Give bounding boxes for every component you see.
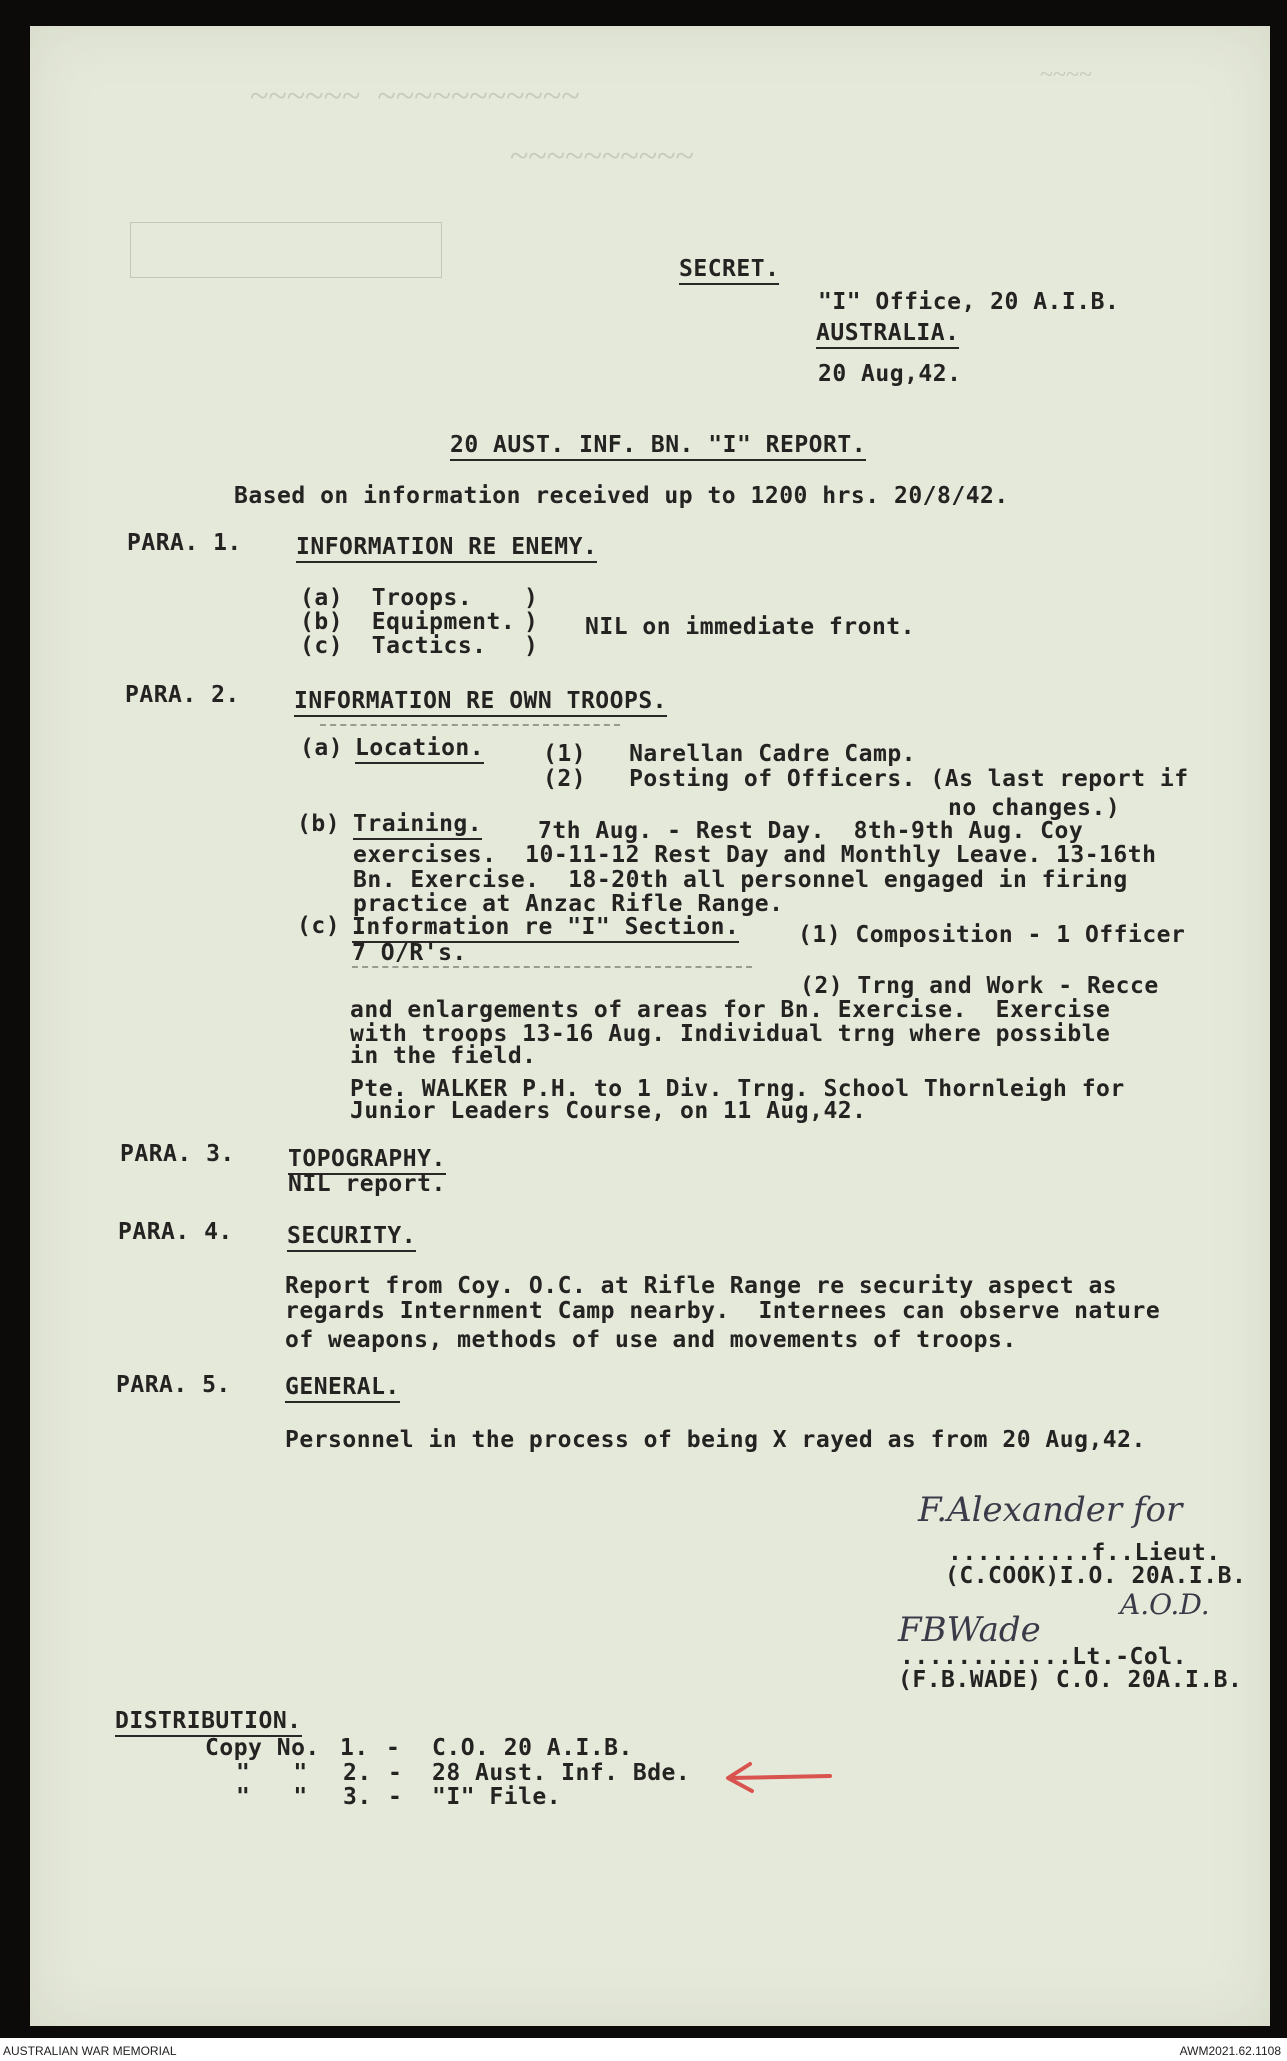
bleed-through-mark: ~~~~~~ ~~~~~~~~~~~ [250, 78, 580, 115]
para2-c-line: (1) Composition - 1 Officer [798, 922, 1186, 948]
para2-b-label: (b) [297, 811, 341, 837]
distribution-row-num: 2. [343, 1760, 372, 1786]
distribution-row-dash: - [388, 1784, 403, 1810]
para1-item: (b) Equipment. [300, 609, 516, 635]
office-line: "I" Office, 20 A.I.B. [818, 289, 1120, 315]
country-line: AUSTRALIA. [816, 320, 959, 346]
para1-heading: INFORMATION RE ENEMY. [296, 534, 597, 560]
distribution-row-prefix: Copy No. [205, 1735, 320, 1761]
distribution-row-num: 3. [343, 1784, 372, 1810]
report-title: 20 AUST. INF. BN. "I" REPORT. [450, 432, 866, 458]
para2-a-item-cont: no changes.) [948, 795, 1121, 821]
para2-a-item: (2) Posting of Officers. (As last report if [543, 766, 1189, 792]
distribution-row-dest: "I" File. [432, 1784, 562, 1810]
date-line: 20 Aug,42. [818, 361, 962, 387]
io-rank-line: ..........f..Lieut. [948, 1540, 1221, 1566]
para1-bracket: ) [524, 633, 539, 659]
para2-b-line: exercises. 10-11-12 Rest Day and Monthly Leave. 13-16th [353, 842, 1157, 868]
para2-b-heading: Training. [353, 811, 482, 837]
para2-c-label: (c) [297, 913, 341, 939]
para2-b-line: practice at Anzac Rifle Range. [353, 891, 784, 917]
para2-c-line: in the field. [350, 1043, 537, 1069]
red-arrow-annotation-icon [720, 1758, 835, 1798]
distribution-row-prefix: " " [236, 1760, 308, 1786]
para5-number: PARA. 5. [116, 1372, 231, 1398]
distribution-row-prefix: " " [236, 1784, 308, 1810]
dashed-rule [352, 966, 752, 968]
para4-line: regards Internment Camp nearby. Internees can observe nature [285, 1298, 1161, 1324]
para5-heading: GENERAL. [285, 1374, 400, 1400]
para2-c-line: Pte. WALKER P.H. to 1 Div. Trng. School Thornleigh for [350, 1076, 1125, 1102]
para1-bracket: ) [524, 585, 539, 611]
para2-c-line: with troops 13-16 Aug. Individual trng where possible [350, 1021, 1111, 1047]
co-rank-line: ............Lt.-Col. [900, 1644, 1187, 1670]
para2-a-item: (1) Narellan Cadre Camp. [543, 741, 917, 767]
co-signature: FBWade [898, 1610, 1041, 1650]
para4-heading: SECURITY. [287, 1223, 416, 1249]
distribution-row-num: 1. [340, 1735, 369, 1761]
para4-line: Report from Coy. O.C. at Rifle Range re security aspect as [285, 1273, 1118, 1299]
para2-heading: INFORMATION RE OWN TROOPS. [294, 688, 667, 714]
classification-heading: SECRET. [679, 256, 779, 282]
distribution-row-dash: - [386, 1735, 401, 1761]
distribution-heading: DISTRIBUTION. [115, 1708, 302, 1734]
para2-a-heading: Location. [355, 735, 484, 761]
bleed-through-mark: ~~~~ [1040, 62, 1092, 88]
para2-b-line: 7th Aug. - Rest Day. 8th-9th Aug. Coy [538, 818, 1084, 844]
para1-note: NIL on immediate front. [585, 614, 915, 640]
footer-reference: AWM2021.62.1108 [1179, 2044, 1281, 2058]
distribution-row-dest: 28 Aust. Inf. Bde. [432, 1760, 691, 1786]
para5-text: Personnel in the process of being X rayed as from 20 Aug,42. [285, 1427, 1146, 1453]
io-initials: A.O.D. [1120, 1588, 1210, 1621]
co-name: (F.B.WADE) C.O. 20A.I.B. [898, 1667, 1243, 1693]
para4-number: PARA. 4. [118, 1219, 233, 1245]
io-signature: F.Alexander for [918, 1490, 1183, 1530]
para2-c-line: and enlargements of areas for Bn. Exercise. Exercise [350, 997, 1111, 1023]
para2-a-label: (a) [300, 735, 344, 761]
para4-line: of weapons, methods of use and movements of troops. [285, 1327, 1017, 1353]
para2-number: PARA. 2. [125, 682, 240, 708]
bleed-through-box [130, 222, 442, 278]
para2-c-heading: Information re "I" Section. [352, 914, 739, 940]
para2-c-line: 7 O/R's. [352, 940, 467, 966]
report-basis: Based on information received up to 1200 hrs. 20/8/42. [234, 483, 1009, 509]
para2-b-line: Bn. Exercise. 18-20th all personnel engaged in firing [353, 867, 1128, 893]
para1-item: (c) Tactics. [300, 633, 487, 659]
archive-footer [0, 2041, 1287, 2061]
para1-item: (a) Troops. [300, 585, 473, 611]
para2-c-line: Junior Leaders Course, on 11 Aug,42. [350, 1098, 867, 1124]
footer-institution: AUSTRALIAN WAR MEMORIAL [3, 2044, 177, 2058]
para2-c-line: (2) Trng and Work - Recce [800, 973, 1159, 999]
dashed-rule [320, 724, 620, 726]
para1-bracket: ) [524, 609, 539, 635]
para3-heading: TOPOGRAPHY. [288, 1146, 446, 1172]
distribution-row-dest: C.O. 20 A.I.B. [432, 1735, 633, 1761]
para3-text: NIL report. [288, 1171, 446, 1197]
distribution-row-dash: - [388, 1760, 403, 1786]
para1-number: PARA. 1. [127, 530, 242, 556]
io-name: (C.COOK)I.O. 20A.I.B. [945, 1563, 1247, 1589]
bleed-through-mark: ~~~~~~~~~~ [510, 138, 694, 175]
para3-number: PARA. 3. [120, 1141, 235, 1167]
